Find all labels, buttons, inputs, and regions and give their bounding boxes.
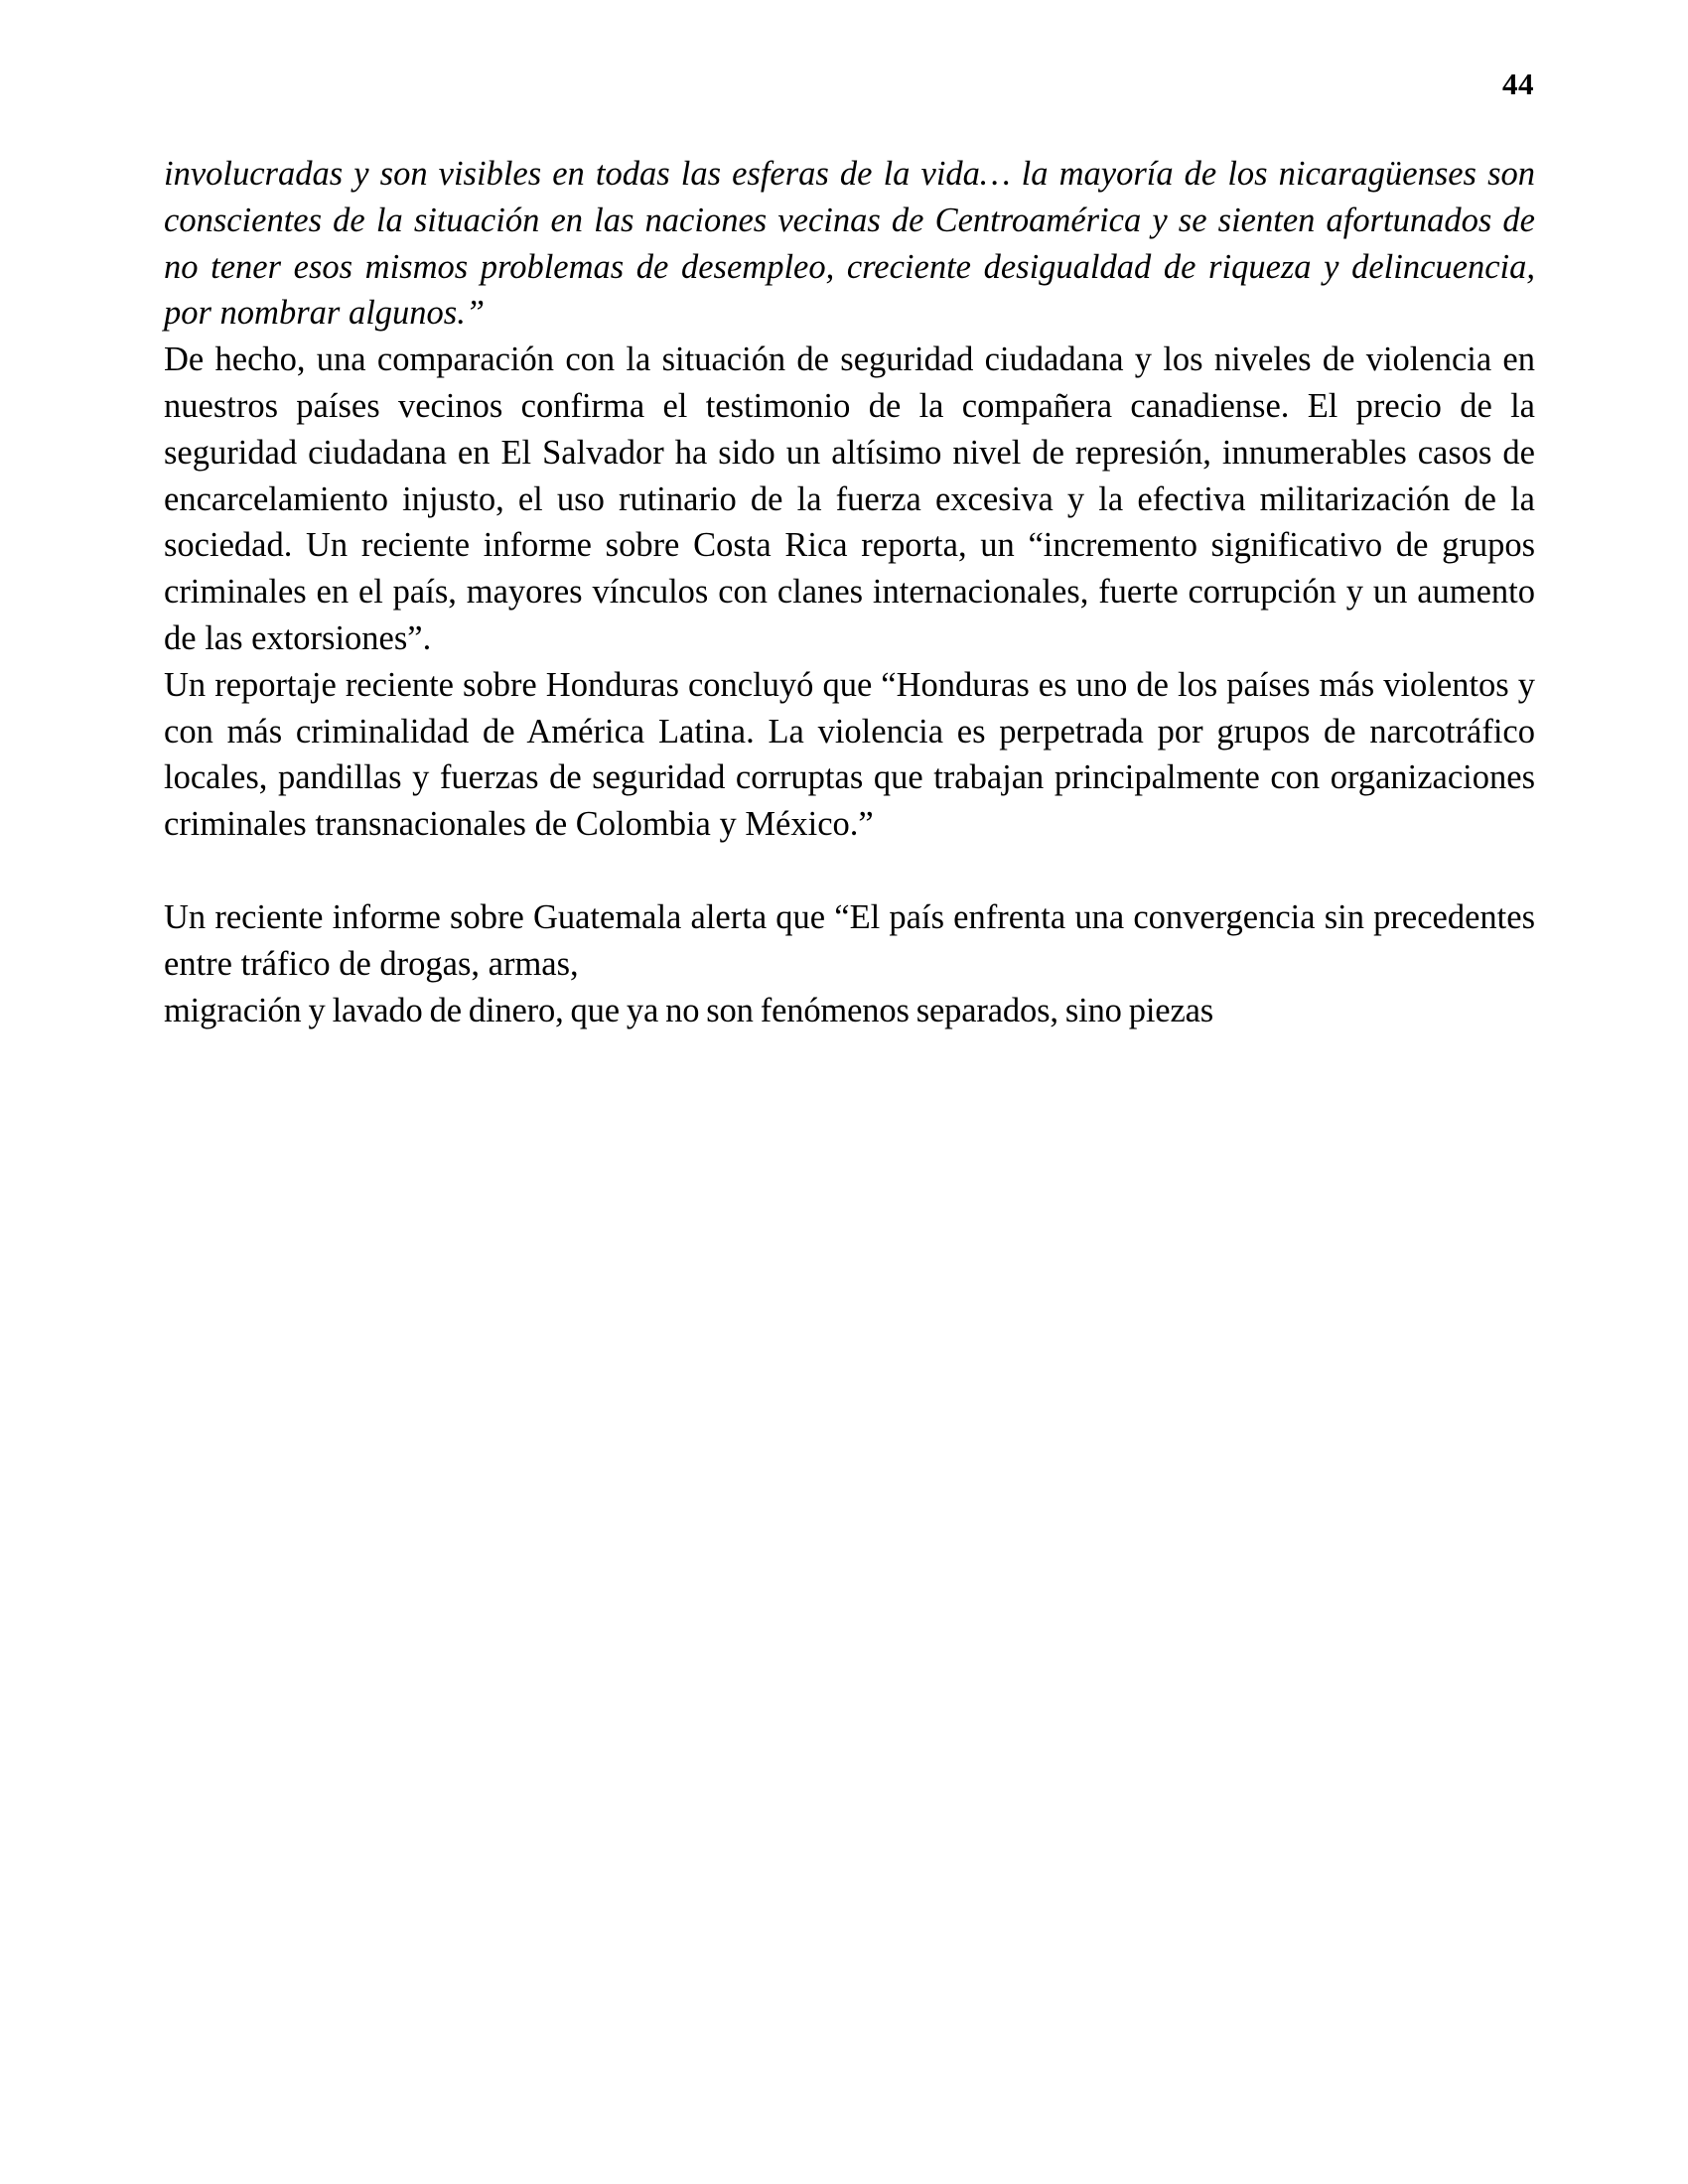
paragraph-informe-guatemala-head: Un reciente informe sobre Guatemala alerta que “El país enfrenta una convergencia sin precedentes entre tráfico de drogas, armas,: [164, 897, 1535, 983]
paragraph-reportaje-honduras: Un reportaje reciente sobre Honduras concluyó que “Honduras es uno de los países más violentos y con más criminalidad de América Latina. La violencia es perpetrada por grupos de narcotráfico locales, pandillas y fuerzas de seguridad corruptas que trabajan principalmente con organizaciones criminales transnacionales de Colombia y México.”: [164, 665, 1535, 844]
paragraph-quote-continuation: involucradas y son visibles en todas las esferas de la vida… la mayoría de los nicaragüenses son conscientes de la situación en las naciones vecinas de Centroamérica y se sienten afortunados de no tener esos mismos problemas de desempleo, creciente desigualdad de riqueza y delincuencia, por nombrar algunos.”: [164, 155, 1535, 333]
page-header: [164, 62, 1534, 107]
paragraph-comparacion-seguridad-ciudadana: De hecho, una comparación con la situación de seguridad ciudadana y los niveles de violencia en nuestros países vecinos confirma el testimonio de la compañera canadiense. El precio de la seguridad ciudadana en El Salvador ha sido un altísimo nivel de represión, innumerables casos de encarcelamiento injusto, el uso rutinario de la fuerza excesiva y la efectiva militarización de la sociedad. Un reciente informe sobre Costa Rica reporta, un “incremento significativo de grupos criminales en el país, mayores vínculos con clanes internacionales, fuerte corrupción y un aumento de las extorsiones”.: [164, 341, 1535, 657]
body-text-column: [164, 151, 1535, 1033]
paragraph-informe-guatemala-tail: migración y lavado de dinero, que ya no son fenómenos separados, sino piezas: [164, 991, 1214, 1029]
paragraph-spacer: [164, 848, 1535, 894]
paragraph-informe-guatemala: [164, 894, 1535, 1033]
page-number: 44: [1502, 67, 1534, 101]
